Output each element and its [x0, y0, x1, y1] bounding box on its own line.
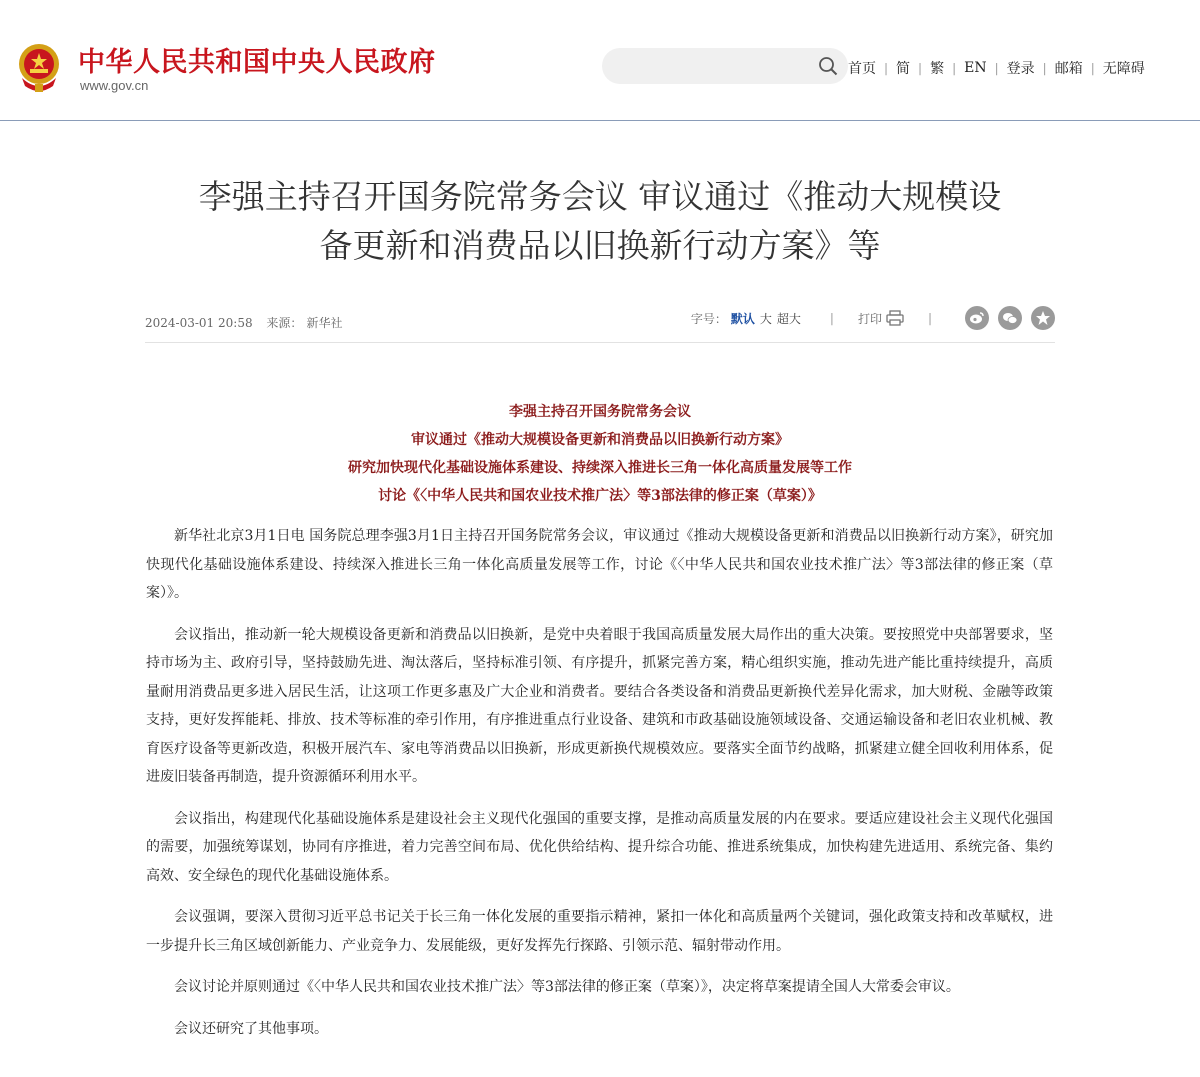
site-title[interactable]: 中华人民共和国中央人民政府 — [78, 47, 436, 78]
font-size-label: 字号： — [690, 311, 727, 326]
search-icon[interactable] — [818, 56, 838, 76]
qzone-icon[interactable] — [1031, 306, 1055, 330]
nav-home[interactable]: 首页 — [848, 61, 876, 77]
nav-accessibility[interactable]: 无障碍 — [1102, 61, 1145, 77]
font-size-default-button[interactable]: 默认 — [730, 311, 755, 326]
weibo-icon[interactable] — [965, 306, 989, 330]
nav-separator: | — [994, 61, 999, 75]
site-url[interactable]: www.gov.cn — [80, 78, 149, 93]
wechat-icon[interactable] — [998, 306, 1022, 330]
article-paragraph: 会议指出，构建现代化基础设施体系是建设社会主义现代化强国的重要支撑，是推动高质量发展的内在要求。要适应建设社会主义现代化强国的需要，加强统筹谋划，协同有序推进，着力完善空间布局、优化供给结构、提升综合功能、推进系统集成，加快构建先进适用、系统完备、集约高效、安全绿色的现代化基础设施体系。 — [146, 810, 1053, 884]
nav-english[interactable]: EN — [964, 60, 987, 76]
article-paragraph: 会议还研究了其他事项。 — [174, 1020, 328, 1037]
font-size-xlarge-button[interactable]: 超大 — [776, 311, 801, 326]
meta-separator: | — [829, 311, 834, 325]
article-body — [146, 522, 1053, 1056]
article-paragraph: 新华社北京3月1日电 国务院总理李强3月1日主持召开国务院常务会议，审议通过《推动大规模设备更新和消费品以旧换新行动方案》，研究加快现代化基础设施体系建设、持续深入推进长三角一体化高质量发展等工作，讨论《〈中华人民共和国农业技术推广法〉等3部法律的修正案（草案）》。 — [146, 528, 1053, 601]
printer-icon — [886, 310, 904, 326]
print-button[interactable] — [858, 310, 904, 327]
nav-separator: | — [1090, 61, 1095, 75]
publish-date: 2024-03-01 20:58 — [145, 316, 253, 330]
nav-separator: | — [1042, 61, 1047, 75]
search-input[interactable] — [602, 48, 848, 84]
article-paragraph: 会议指出，推动新一轮大规模设备更新和消费品以旧换新，是党中央着眼于我国高质量发展大局作出的重大决策。要按照党中央部署要求，坚持市场为主、政府引导，坚持鼓励先进、淘汰落后，坚持标准引领、有序提升，抓紧完善方案，精心组织实施，推动先进产能比重持续提升，高质量耐用消费品更多进入居民生活，让这项工作更多惠及广大企业和消费者。要结合各类设备和消费品更新换代差异化需求，加大财税、金融等政策支持，更好发挥能耗、排放、技术等标准的牵引作用，有序推进重点行业设备、建筑和市政基础设施领域设备、交通运输设备和老旧农业机械、教育医疗设备等更新改造，积极开展汽车、家电等消费品以旧换新，形成更新换代规模效应。要落实全面节约战略，抓紧建立健全回收利用体系，促进废旧装备再制造，提升资源循环利用水平。 — [146, 626, 1053, 785]
nav-traditional[interactable]: 繁 — [930, 61, 945, 77]
nav-mail[interactable]: 邮箱 — [1054, 61, 1083, 77]
nav-separator: | — [952, 61, 957, 75]
top-nav — [848, 58, 1145, 78]
subhead-line: 研究加快现代化基础设施体系建设、持续深入推进长三角一体化高质量发展等工作 — [348, 460, 852, 476]
meta-separator: | — [927, 311, 932, 325]
article-meta — [145, 306, 1055, 343]
font-size-large-button[interactable]: 大 — [759, 311, 772, 326]
source-label: 来源： — [266, 316, 303, 330]
print-label: 打印 — [857, 311, 882, 326]
headline-line-1: 李强主持召开国务院常务会议 审议通过《推动大规模设 — [198, 177, 1002, 216]
source-name: 新华社 — [306, 316, 343, 330]
subhead-line: 审议通过《推动大规模设备更新和消费品以旧换新行动方案》 — [411, 432, 789, 448]
article-headline — [0, 172, 1200, 270]
nav-separator: | — [918, 61, 923, 75]
nav-simplified[interactable]: 简 — [896, 61, 911, 77]
article-subheads — [0, 398, 1200, 510]
article-paragraph: 会议讨论并原则通过《〈中华人民共和国农业技术推广法〉等3部法律的修正案（草案）》，决定将草案提请全国人大常委会审议。 — [174, 979, 960, 995]
nav-login[interactable]: 登录 — [1006, 61, 1035, 77]
site-header — [0, 0, 1200, 121]
article-paragraph: 会议强调，要深入贯彻习近平总书记关于长三角一体化发展的重要指示精神，紧扣一体化和高质量两个关键词，强化政策支持和改革赋权，进一步提升长三角区域创新能力、产业竞争力、发展能级，更好发挥先行探路、引领示范、辐射带动作用。 — [146, 909, 1053, 954]
headline-line-2: 备更新和消费品以旧换新行动方案》等 — [319, 226, 881, 265]
national-emblem-icon[interactable] — [16, 42, 62, 94]
subhead-line: 李强主持召开国务院常务会议 — [509, 404, 691, 420]
subhead-line: 讨论《〈中华人民共和国农业技术推广法〉等3部法律的修正案（草案）》 — [378, 488, 822, 504]
nav-separator: | — [884, 61, 889, 75]
